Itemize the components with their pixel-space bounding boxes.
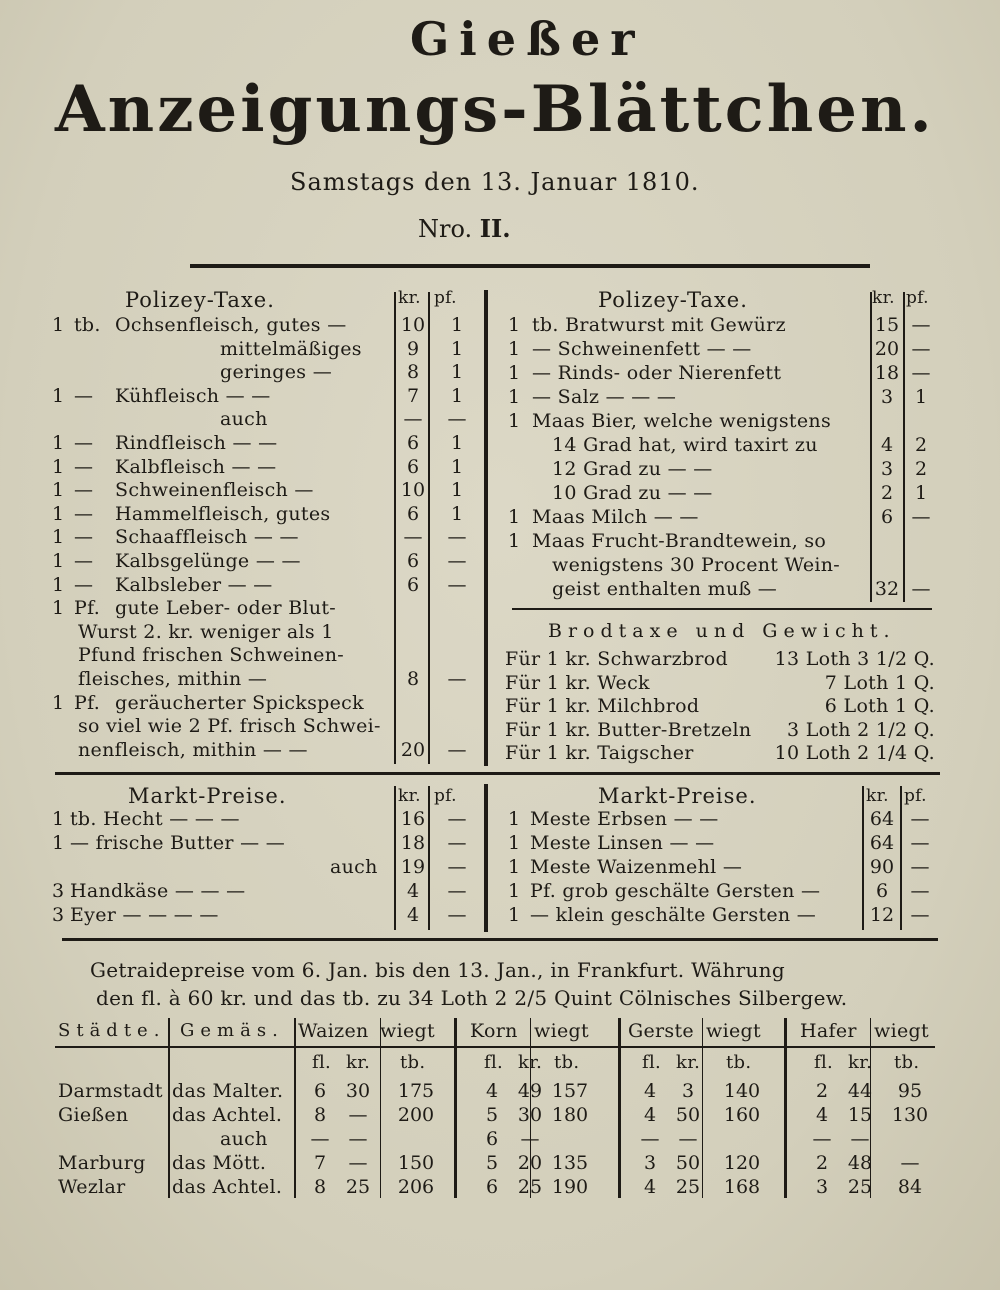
getraide-measure: auch [220, 1128, 268, 1150]
markt-right-item: — klein geschälte Gersten — [530, 904, 817, 926]
getraide-col-1 [168, 1018, 170, 1198]
polizey-left-pf: 1 [450, 455, 464, 478]
polizey-left-item: Schweinenfleisch — [115, 479, 314, 502]
polizey-left-title: Polizey-Taxe. [125, 288, 275, 312]
brodtaxe-label: Für 1 kr. Butter-Bretzeln [505, 718, 752, 741]
getraide-gerste-tb: 120 [723, 1152, 761, 1174]
brodtaxe-label: Für 1 kr. Milchbrod [505, 695, 700, 717]
getraide-measure: das Achtel. [172, 1104, 283, 1126]
markt-right-pf: — [910, 808, 930, 830]
polizey-left-item: geräucherter Spickspeck [115, 691, 364, 714]
polizey-left-kr: 7 [406, 384, 420, 407]
getraide-head-korn-wiegt: wiegt [534, 1020, 589, 1042]
polizey-left-pf: 1 [450, 502, 464, 525]
getraide-hafer-tb: 130 [891, 1104, 929, 1126]
polizey-left-qty: 1 [52, 455, 65, 478]
getraide-gerste-fl: 4 [643, 1176, 657, 1198]
polizey-right-pf: — [911, 338, 931, 360]
getraide-korn-kr: 49 [517, 1080, 543, 1102]
polizey-right-item: — Rinds- oder Nierenfett [532, 362, 782, 384]
polizey-right-pf: — [911, 578, 931, 600]
getraide-korn-tb: 157 [551, 1080, 589, 1102]
getraide-gerste-fl: 3 [643, 1152, 657, 1174]
getraide-city: Marburg [58, 1152, 146, 1174]
markt-left-kr: 4 [406, 904, 420, 926]
getraide-sub-waizen-fl: fl. [312, 1052, 332, 1073]
markt-right-pf: — [910, 880, 930, 902]
markt-divider-right-pf [900, 786, 902, 930]
polizey-left-unit: tb. [74, 314, 101, 336]
polizey-right-col-kr: kr. [872, 288, 895, 308]
markt-divider-right-kr [862, 786, 864, 930]
polizey-left-unit: Pf. [74, 691, 101, 714]
brodtaxe-weight: 7 Loth 1 Q. [824, 671, 935, 694]
polizey-left-unit: — [74, 384, 94, 407]
polizey-left-item: auch [220, 408, 268, 431]
brodtaxe-weight: 13 Loth 3 1/2 Q. [774, 648, 935, 670]
markt-left-item: Eyer — — — — [70, 904, 219, 926]
getraide-hafer-kr: — [850, 1128, 870, 1150]
brodtaxe-weight: 10 Loth 2 1/4 Q. [774, 742, 935, 764]
polizey-left-pf: — [447, 668, 467, 690]
polizey-right-item: — Salz — — — [532, 386, 677, 408]
polizey-right-title: Polizey-Taxe. [598, 288, 748, 312]
getraide-hafer-fl: 2 [815, 1080, 829, 1102]
polizey-right-pf: 2 [914, 458, 928, 480]
polizey-right-qty: 1 [508, 530, 521, 552]
markt-right-qty: 1 [508, 808, 521, 830]
getraide-korn-fl: 5 [485, 1104, 499, 1126]
polizey-left-qty: 1 [52, 573, 65, 596]
getraide-gerste-fl: 4 [643, 1104, 657, 1126]
getraide-gerste-kr: 25 [675, 1176, 701, 1198]
polizey-left-pf: 1 [450, 384, 464, 407]
getraide-col-3 [454, 1018, 457, 1198]
getraide-waizen-fl: 7 [313, 1152, 327, 1174]
brodtaxe-label: Für 1 kr. Weck [505, 671, 650, 694]
polizey-right-kr: 6 [880, 506, 894, 528]
polizey-right-kr: 3 [880, 386, 894, 408]
divider-right-pf [903, 292, 905, 602]
divider-left-kr [394, 292, 396, 764]
getraide-intro-2: den fl. à 60 kr. und das tb. zu 34 Loth 2 2/5 Quint Cölnisches Silbergew. [96, 986, 848, 1010]
polizey-left-kr: 8 [406, 361, 420, 384]
getraide-waizen-tb: 206 [397, 1176, 435, 1198]
getraide-gerste-fl: — [640, 1128, 660, 1150]
polizey-left-item: nenfleisch, mithin — — [78, 738, 308, 761]
polizey-left-qty: 1 [52, 384, 65, 407]
polizey-left-pf: — [447, 408, 467, 431]
polizey-left-pf: 1 [450, 314, 464, 336]
polizey-left-item: Kalbsgelünge — — [115, 550, 301, 572]
polizey-left-pf: 1 [450, 361, 464, 384]
polizey-left-qty: 1 [52, 502, 65, 525]
getraide-waizen-fl: — [310, 1128, 330, 1150]
polizey-right-pf: — [911, 314, 931, 336]
polizey-right-qty: 1 [508, 506, 521, 528]
polizey-right-pf: — [911, 362, 931, 384]
polizey-left-pf: — [447, 738, 467, 761]
getraide-waizen-kr: — [348, 1104, 368, 1126]
getraide-waizen-fl: 6 [313, 1080, 327, 1102]
polizey-left-unit: Pf. [74, 597, 101, 620]
polizey-right-item: 12 Grad zu — — [552, 458, 713, 480]
polizey-right-kr: 2 [880, 482, 894, 504]
getraide-korn-tb: 135 [551, 1152, 589, 1174]
markt-left-col-pf: pf. [434, 786, 457, 806]
markt-left-kr: 16 [400, 808, 426, 830]
markt-right-pf: — [910, 856, 930, 878]
getraide-waizen-kr: 25 [345, 1176, 371, 1198]
divider-left-pf [428, 292, 430, 764]
markt-left-pf: — [447, 904, 467, 926]
polizey-right-item: Maas Milch — — [532, 506, 699, 528]
polizey-right-qty: 1 [508, 410, 521, 432]
polizey-left-col-kr: kr. [398, 288, 421, 308]
getraide-city: Wezlar [58, 1176, 126, 1198]
section-rule-markt [55, 772, 940, 775]
getraide-col-waizen-wiegt [380, 1018, 381, 1198]
polizey-right-qty: 1 [508, 338, 521, 360]
polizey-left-item: Kalbfleisch — — [115, 455, 277, 478]
getraide-sub-korn-fl: fl. [484, 1052, 504, 1073]
brodtaxe-weight: 6 Loth 1 Q. [824, 695, 935, 717]
polizey-left-qty: 1 [52, 526, 65, 549]
getraide-sub-gerste-fl: fl. [642, 1052, 662, 1073]
markt-left-kr: 18 [400, 832, 426, 854]
getraide-gerste-tb: 168 [723, 1176, 761, 1198]
getraide-sub-gerste-tb: tb. [726, 1052, 752, 1073]
markt-divider-center [484, 784, 488, 932]
getraide-gerste-kr: 3 [681, 1080, 695, 1102]
markt-left-kr: 4 [406, 880, 420, 902]
divider-center [484, 290, 488, 766]
polizey-left-item: gute Leber- oder Blut- [115, 597, 337, 620]
polizey-left-item: fleisches, mithin — [78, 668, 268, 690]
markt-left-pf: — [447, 832, 467, 854]
polizey-right-kr: 32 [874, 578, 900, 600]
getraide-sub-hafer-tb: tb. [894, 1052, 920, 1073]
polizey-left-qty: 1 [52, 597, 65, 620]
getraide-korn-fl: 6 [485, 1176, 499, 1198]
getraide-sub-hafer-fl: fl. [814, 1052, 834, 1073]
brodtaxe-label: Für 1 kr. Taigscher [505, 742, 694, 764]
getraide-waizen-kr: — [348, 1128, 368, 1150]
polizey-left-pf: 1 [450, 479, 464, 502]
polizey-left-kr: 20 [400, 738, 426, 761]
markt-right-col-kr: kr. [866, 786, 889, 806]
markt-left-col-kr: kr. [398, 786, 421, 806]
polizey-left-kr: — [403, 526, 423, 549]
markt-right-item: Meste Linsen — — [530, 832, 715, 854]
getraide-hafer-kr: 15 [847, 1104, 873, 1126]
polizey-right-qty: 1 [508, 314, 521, 336]
markt-right-qty: 1 [508, 832, 521, 854]
polizey-left-kr: — [403, 408, 423, 431]
polizey-left-unit: — [74, 502, 94, 525]
markt-right-title: Markt-Preise. [598, 784, 757, 808]
getraide-head-hafer-wiegt: wiegt [874, 1020, 929, 1042]
getraide-sub-korn-tb: tb. [554, 1052, 580, 1073]
getraide-col-5 [784, 1018, 787, 1198]
getraide-head-hafer: Hafer [800, 1020, 857, 1042]
polizey-right-qty: 1 [508, 362, 521, 384]
getraide-waizen-tb: 200 [397, 1104, 435, 1126]
markt-left-qty: 3 [52, 904, 65, 926]
polizey-left-qty: 1 [52, 550, 65, 572]
polizey-right-item: geist enthalten muß — [552, 578, 778, 600]
markt-right-item: Meste Erbsen — — [530, 808, 719, 830]
polizey-left-unit: — [74, 550, 94, 572]
markt-right-kr: 64 [869, 832, 895, 854]
polizey-left-unit: — [74, 479, 94, 502]
markt-left-pf: — [447, 808, 467, 830]
polizey-left-item: Kühfleisch — — [115, 384, 271, 407]
polizey-right-pf: 1 [914, 386, 928, 408]
markt-divider-left-kr [394, 786, 396, 930]
polizey-right-item: wenigstens 30 Procent Wein- [552, 554, 841, 576]
masthead-title: Anzeigungs-Blättchen. [55, 72, 935, 147]
markt-left-qty: 1 [52, 808, 65, 830]
markt-right-qty: 1 [508, 904, 521, 926]
polizey-left-qty: 1 [52, 691, 65, 714]
getraide-gerste-kr: — [678, 1128, 698, 1150]
polizey-left-kr: 6 [406, 573, 420, 596]
polizey-left-kr: 6 [406, 432, 420, 454]
markt-right-col-pf: pf. [904, 786, 927, 806]
polizey-left-item: Hammelfleisch, gutes [115, 502, 331, 525]
markt-left-item: Handkäse — — — [70, 880, 246, 902]
getraide-head-gerste: Gerste [628, 1020, 694, 1042]
polizey-left-item: Kalbsleber — — [115, 573, 273, 596]
markt-right-kr: 90 [869, 856, 895, 878]
getraide-sub-waizen-tb: tb. [400, 1052, 426, 1073]
polizey-right-pf: 2 [914, 434, 928, 456]
getraide-gerste-fl: 4 [643, 1080, 657, 1102]
polizey-right-item: Maas Bier, welche wenigstens [532, 410, 832, 432]
markt-left-item: tb. Hecht — — — [70, 808, 240, 830]
getraide-gerste-kr: 50 [675, 1104, 701, 1126]
getraide-city: Gießen [58, 1104, 129, 1126]
markt-left-kr: 19 [400, 856, 426, 878]
getraide-waizen-tb: 175 [397, 1080, 435, 1102]
polizey-left-pf: — [447, 526, 467, 549]
getraide-sub-hafer-kr: kr. [848, 1052, 873, 1073]
markt-right-pf: — [910, 904, 930, 926]
markt-right-kr: 12 [869, 904, 895, 926]
markt-right-item: Meste Waizenmehl — [530, 856, 743, 878]
getraide-gerste-tb: 140 [723, 1080, 761, 1102]
getraide-hafer-tb: 95 [897, 1080, 923, 1102]
getraide-head-waizen-wiegt: wiegt [380, 1020, 435, 1042]
polizey-left-kr: 10 [400, 479, 426, 502]
getraide-head-waizen: Waizen [298, 1020, 369, 1042]
markt-right-qty: 1 [508, 856, 521, 878]
markt-left-item: auch [330, 856, 378, 878]
polizey-right-item: 14 Grad hat, wird taxirt zu [552, 434, 818, 456]
getraide-head-korn: Korn [470, 1020, 518, 1042]
markt-left-pf: — [447, 880, 467, 902]
issue-date: Samstags den 13. Januar 1810. [290, 168, 700, 196]
masthead-rule [190, 264, 870, 268]
getraide-korn-tb: 180 [551, 1104, 589, 1126]
brodtaxe-label: Für 1 kr. Schwarzbrod [505, 648, 728, 670]
getraide-header-rule [55, 1046, 935, 1048]
polizey-right-qty: 1 [508, 386, 521, 408]
getraide-city: Darmstadt [58, 1080, 163, 1102]
markt-divider-left-pf [428, 786, 430, 930]
polizey-right-item: 10 Grad zu — — [552, 482, 713, 504]
getraide-head-gerste-wiegt: wiegt [706, 1020, 761, 1042]
polizey-left-qty: 1 [52, 479, 65, 502]
getraide-hafer-kr: 44 [847, 1080, 873, 1102]
polizey-left-unit: — [74, 432, 94, 454]
polizey-left-item: Rindfleisch — — [115, 432, 278, 454]
getraide-hafer-kr: 48 [847, 1152, 873, 1174]
polizey-left-pf: 1 [450, 432, 464, 454]
polizey-left-kr: 9 [406, 337, 420, 360]
polizey-right-kr: 3 [880, 458, 894, 480]
getraide-korn-kr: 30 [517, 1104, 543, 1126]
getraide-hafer-kr: 25 [847, 1176, 873, 1198]
masthead-line1: Gießer [410, 12, 645, 66]
getraide-hafer-fl: 3 [815, 1176, 829, 1198]
getraide-korn-fl: 5 [485, 1152, 499, 1174]
getraide-measure: das Achtel. [172, 1176, 283, 1198]
getraide-head-gemaes: Gemäs. [180, 1020, 284, 1041]
getraide-waizen-fl: 8 [313, 1176, 327, 1198]
getraide-waizen-tb: 150 [397, 1152, 435, 1174]
brodtaxe-title: Brodtaxe und Gewicht. [548, 620, 896, 642]
polizey-left-item: geringes — [220, 361, 332, 384]
getraide-head-staedte: Städte. [58, 1020, 166, 1041]
issue-number-value: II. [479, 214, 511, 243]
polizey-right-kr: 20 [874, 338, 900, 360]
getraide-hafer-fl: 4 [815, 1104, 829, 1126]
polizey-left-unit: — [74, 526, 94, 549]
getraide-col-4 [618, 1018, 621, 1198]
polizey-left-unit: — [74, 455, 94, 478]
issue-number [418, 214, 511, 243]
getraide-hafer-tb: 84 [897, 1176, 923, 1198]
polizey-left-qty: 1 [52, 314, 65, 336]
getraide-sub-waizen-kr: kr. [346, 1052, 371, 1073]
markt-right-qty: 1 [508, 880, 521, 902]
brodtaxe-rule [512, 608, 932, 610]
polizey-left-pf: — [447, 573, 467, 596]
markt-left-pf: — [447, 856, 467, 878]
brodtaxe-weight: 3 Loth 2 1/2 Q. [786, 718, 935, 741]
markt-right-pf: — [910, 832, 930, 854]
getraide-hafer-fl: — [812, 1128, 832, 1150]
polizey-left-pf: 1 [450, 337, 464, 360]
getraide-sub-korn-kr: kr. [518, 1052, 543, 1073]
markt-right-kr: 64 [869, 808, 895, 830]
getraide-waizen-kr: — [348, 1152, 368, 1174]
getraide-hafer-fl: 2 [815, 1152, 829, 1174]
polizey-left-kr: 6 [406, 455, 420, 478]
polizey-left-unit: — [74, 573, 94, 596]
getraide-sub-gerste-kr: kr. [676, 1052, 701, 1073]
getraide-korn-kr: — [520, 1128, 540, 1150]
getraide-waizen-fl: 8 [313, 1104, 327, 1126]
issue-number-label: Nro. [418, 215, 473, 243]
polizey-left-col-pf: pf. [434, 288, 457, 308]
getraide-korn-fl: 4 [485, 1080, 499, 1102]
markt-left-qty: 1 [52, 832, 65, 854]
polizey-right-item: — Schweinenfett — — [532, 338, 752, 360]
getraide-korn-tb: 190 [551, 1176, 589, 1198]
polizey-right-kr: 4 [880, 434, 894, 456]
getraide-gerste-kr: 50 [675, 1152, 701, 1174]
polizey-left-item: Schaaffleisch — — [115, 526, 299, 549]
polizey-right-item: tb. Bratwurst mit Gewürz [532, 314, 786, 336]
markt-left-title: Markt-Preise. [128, 784, 287, 808]
markt-left-qty: 3 [52, 880, 65, 902]
polizey-right-pf: 1 [914, 482, 928, 504]
getraide-gerste-tb: 160 [723, 1104, 761, 1126]
polizey-left-qty: 1 [52, 432, 65, 454]
polizey-right-pf: — [911, 506, 931, 528]
getraide-measure: das Malter. [172, 1080, 284, 1102]
polizey-left-item: mittelmäßiges [220, 337, 362, 360]
polizey-left-item: Pfund frischen Schweinen- [78, 644, 344, 667]
polizey-left-kr: 6 [406, 502, 420, 525]
polizey-right-kr: 15 [874, 314, 900, 336]
getraide-waizen-kr: 30 [345, 1080, 371, 1102]
polizey-left-item: Ochsenfleisch, gutes — [115, 314, 347, 336]
getraide-korn-kr: 20 [517, 1152, 543, 1174]
markt-left-item: — frische Butter — — [70, 832, 286, 854]
section-rule-getraide [62, 938, 938, 941]
getraide-intro-1: Getraidepreise vom 6. Jan. bis den 13. Jan., in Frankfurt. Währung [90, 958, 785, 982]
polizey-left-item: Wurst 2. kr. weniger als 1 [78, 620, 334, 643]
polizey-left-kr: 8 [406, 668, 420, 690]
markt-right-item: Pf. grob geschälte Gersten — [530, 880, 821, 902]
getraide-col-2 [294, 1018, 296, 1198]
getraide-hafer-tb: — [900, 1152, 920, 1174]
polizey-left-kr: 6 [406, 550, 420, 572]
polizey-left-item: so viel wie 2 Pf. frisch Schwei- [78, 715, 381, 738]
getraide-korn-fl: 6 [485, 1128, 499, 1150]
polizey-left-pf: — [447, 550, 467, 572]
getraide-korn-kr: 25 [517, 1176, 543, 1198]
polizey-right-col-pf: pf. [906, 288, 929, 308]
markt-right-kr: 6 [875, 880, 889, 902]
polizey-right-item: Maas Frucht-Brandtewein, so [532, 530, 827, 552]
polizey-right-kr: 18 [874, 362, 900, 384]
polizey-left-kr: 10 [400, 314, 426, 336]
getraide-measure: das Mött. [172, 1152, 267, 1174]
